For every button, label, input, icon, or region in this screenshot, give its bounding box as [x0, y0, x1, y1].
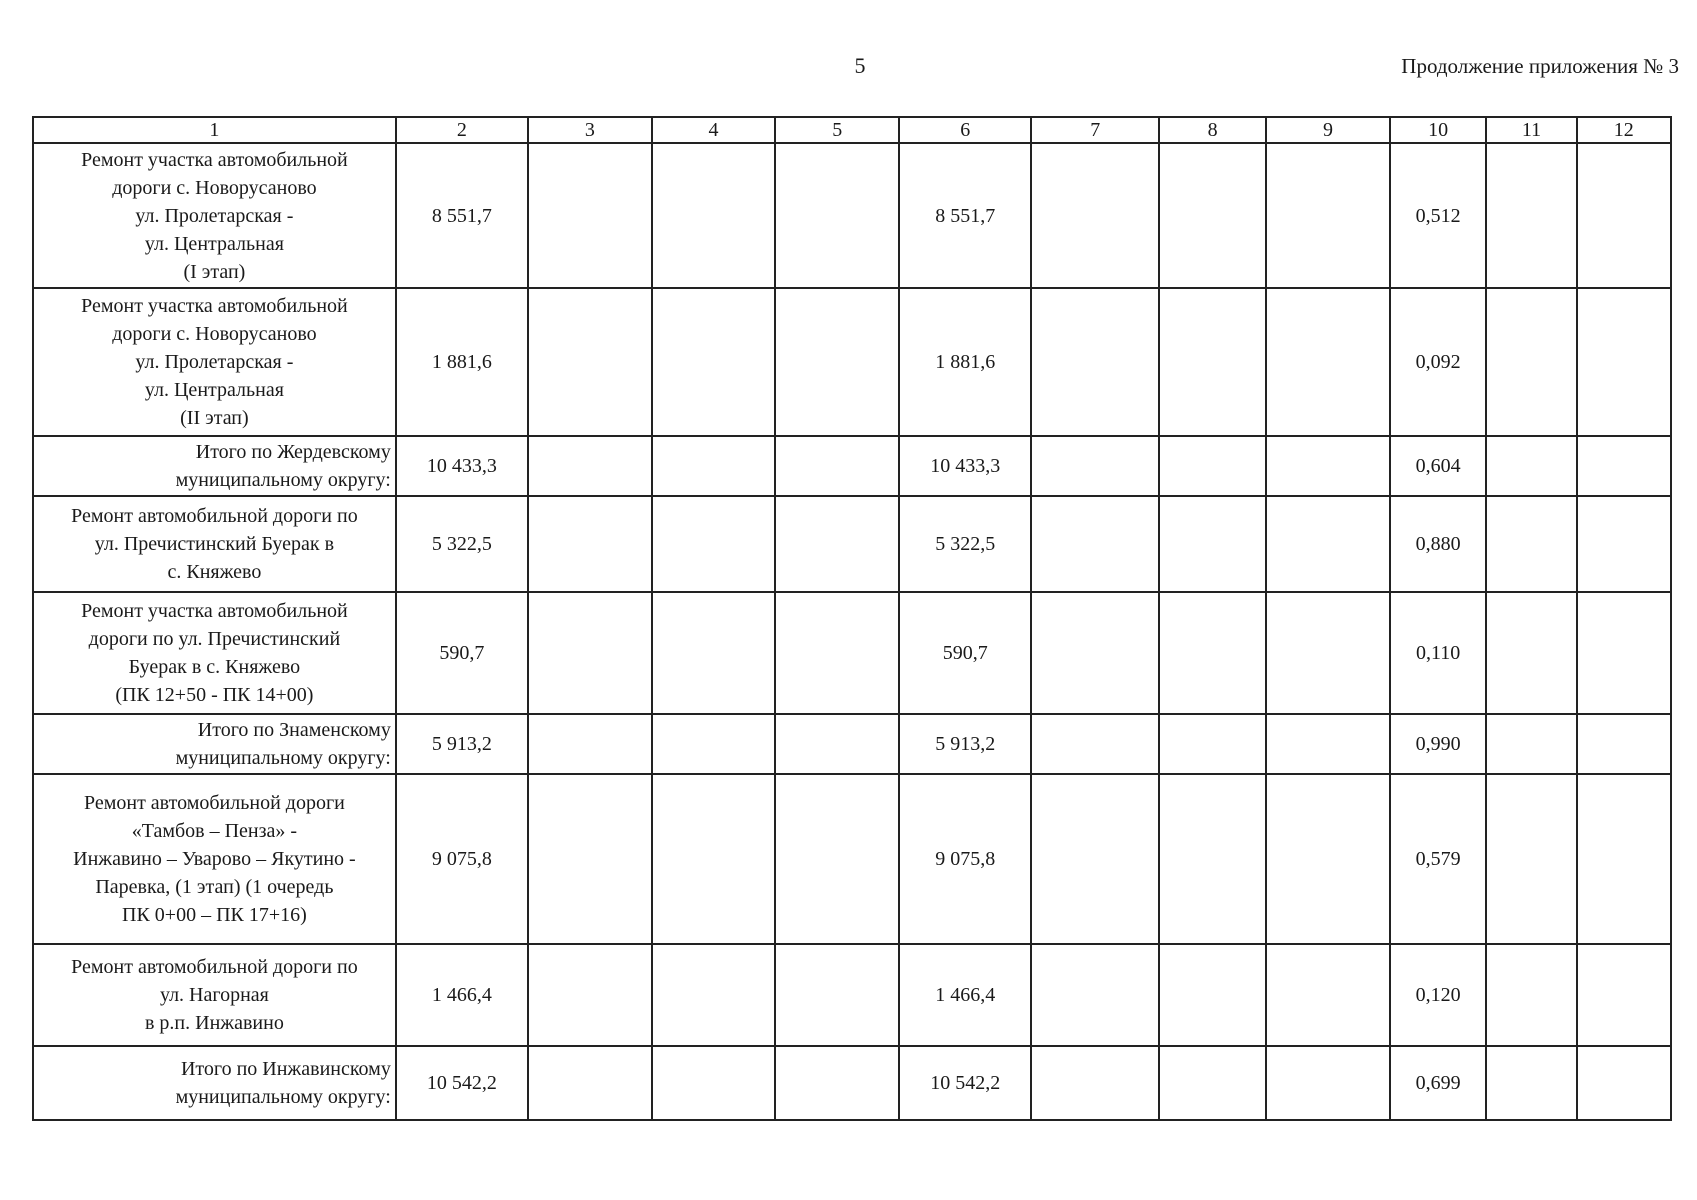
total-row	[33, 1046, 1671, 1120]
empty-cell	[1159, 944, 1266, 1046]
page-number: 5	[854, 53, 866, 78]
empty-cell	[1486, 288, 1576, 436]
column-number: 9	[1266, 117, 1390, 143]
cost-cell-col6: 590,7	[899, 592, 1031, 714]
empty-cell	[1159, 288, 1266, 436]
empty-cell	[1577, 496, 1671, 592]
road-work-description: Ремонт автомобильной дороги по ул. Нагорная в р.п. Инжавино	[33, 944, 396, 1046]
cost-total-cell: 5 913,2	[396, 714, 528, 774]
empty-cell	[1577, 714, 1671, 774]
cost-total-cell: 1 881,6	[396, 288, 528, 436]
empty-cell	[1031, 496, 1159, 592]
empty-cell	[528, 944, 652, 1046]
empty-cell	[775, 288, 899, 436]
empty-cell	[1486, 143, 1576, 288]
table-row	[33, 496, 1671, 592]
empty-cell	[1486, 1046, 1576, 1120]
table-row	[33, 944, 1671, 1046]
empty-cell	[652, 592, 776, 714]
empty-cell	[652, 496, 776, 592]
empty-cell	[1031, 143, 1159, 288]
length-km-cell: 0,699	[1390, 1046, 1486, 1120]
cost-cell-col6: 10 542,2	[899, 1046, 1031, 1120]
empty-cell	[1577, 143, 1671, 288]
district-total-label: Итого по Инжавинскому муниципальному округу:	[33, 1046, 396, 1120]
empty-cell	[1159, 496, 1266, 592]
empty-cell	[1031, 774, 1159, 944]
empty-cell	[1031, 592, 1159, 714]
empty-cell	[1486, 436, 1576, 496]
empty-cell	[528, 436, 652, 496]
column-number: 5	[775, 117, 899, 143]
empty-cell	[1486, 774, 1576, 944]
empty-cell	[775, 592, 899, 714]
table-row	[33, 288, 1671, 436]
empty-cell	[775, 714, 899, 774]
empty-cell	[652, 714, 776, 774]
empty-cell	[1031, 436, 1159, 496]
empty-cell	[1266, 714, 1390, 774]
column-number: 3	[528, 117, 652, 143]
column-number: 7	[1031, 117, 1159, 143]
cost-cell-col6: 10 433,3	[899, 436, 1031, 496]
length-km-cell: 0,880	[1390, 496, 1486, 592]
empty-cell	[775, 1046, 899, 1120]
empty-cell	[652, 288, 776, 436]
table-row	[33, 143, 1671, 288]
length-km-cell: 0,990	[1390, 714, 1486, 774]
empty-cell	[528, 288, 652, 436]
empty-cell	[1266, 592, 1390, 714]
empty-cell	[1031, 714, 1159, 774]
appendix-table	[32, 116, 1672, 1121]
empty-cell	[1266, 1046, 1390, 1120]
cost-cell-col6: 8 551,7	[899, 143, 1031, 288]
empty-cell	[1159, 143, 1266, 288]
empty-cell	[1266, 288, 1390, 436]
length-km-cell: 0,604	[1390, 436, 1486, 496]
empty-cell	[1486, 496, 1576, 592]
cost-total-cell: 10 542,2	[396, 1046, 528, 1120]
empty-cell	[528, 1046, 652, 1120]
column-number: 8	[1159, 117, 1266, 143]
empty-cell	[1486, 944, 1576, 1046]
cost-cell-col6: 1 466,4	[899, 944, 1031, 1046]
empty-cell	[1486, 592, 1576, 714]
empty-cell	[528, 592, 652, 714]
total-row	[33, 436, 1671, 496]
cost-cell-col6: 1 881,6	[899, 288, 1031, 436]
cost-total-cell: 9 075,8	[396, 774, 528, 944]
column-number: 2	[396, 117, 528, 143]
road-work-description: Ремонт автомобильной дороги по ул. Пречистинский Буерак в с. Княжево	[33, 496, 396, 592]
empty-cell	[1031, 1046, 1159, 1120]
empty-cell	[1159, 774, 1266, 944]
road-work-description: Ремонт участка автомобильной дороги по ул. Пречистинский Буерак в с. Княжево (ПК 12+50 - ПК 14+00)	[33, 592, 396, 714]
empty-cell	[775, 774, 899, 944]
district-total-label: Итого по Знаменскому муниципальному округу:	[33, 714, 396, 774]
continuation-note: Продолжение приложения № 3	[1401, 54, 1679, 78]
column-number-row	[33, 117, 1671, 143]
cost-cell-col6: 5 913,2	[899, 714, 1031, 774]
empty-cell	[1266, 143, 1390, 288]
empty-cell	[652, 1046, 776, 1120]
column-number: 4	[652, 117, 776, 143]
empty-cell	[775, 496, 899, 592]
length-km-cell: 0,120	[1390, 944, 1486, 1046]
empty-cell	[1577, 592, 1671, 714]
empty-cell	[1577, 774, 1671, 944]
cost-total-cell: 5 322,5	[396, 496, 528, 592]
district-total-label: Итого по Жердевскому муниципальному округу:	[33, 436, 396, 496]
column-number: 6	[899, 117, 1031, 143]
empty-cell	[1031, 288, 1159, 436]
column-number: 1	[33, 117, 396, 143]
empty-cell	[652, 143, 776, 288]
column-number: 12	[1577, 117, 1671, 143]
empty-cell	[775, 436, 899, 496]
empty-cell	[528, 774, 652, 944]
empty-cell	[1159, 436, 1266, 496]
cost-total-cell: 10 433,3	[396, 436, 528, 496]
cost-total-cell: 8 551,7	[396, 143, 528, 288]
empty-cell	[528, 496, 652, 592]
empty-cell	[652, 944, 776, 1046]
empty-cell	[1031, 944, 1159, 1046]
empty-cell	[1266, 944, 1390, 1046]
column-number: 10	[1390, 117, 1486, 143]
length-km-cell: 0,579	[1390, 774, 1486, 944]
empty-cell	[652, 774, 776, 944]
cost-cell-col6: 5 322,5	[899, 496, 1031, 592]
empty-cell	[1577, 288, 1671, 436]
empty-cell	[1266, 496, 1390, 592]
cost-total-cell: 1 466,4	[396, 944, 528, 1046]
empty-cell	[1486, 714, 1576, 774]
empty-cell	[1159, 714, 1266, 774]
table-row	[33, 774, 1671, 944]
column-number: 11	[1486, 117, 1576, 143]
road-work-description: Ремонт участка автомобильной дороги с. Новорусаново ул. Пролетарская - ул. Центральная (I этап)	[33, 143, 396, 288]
empty-cell	[528, 714, 652, 774]
empty-cell	[528, 143, 652, 288]
length-km-cell: 0,110	[1390, 592, 1486, 714]
cost-cell-col6: 9 075,8	[899, 774, 1031, 944]
empty-cell	[775, 944, 899, 1046]
total-row	[33, 714, 1671, 774]
road-work-description: Ремонт автомобильной дороги «Тамбов – Пенза» - Инжавино – Уварово – Якутино - Паревка, (1 этап) (1 очередь ПК 0+00 – ПК 17+16)	[33, 774, 396, 944]
empty-cell	[1159, 1046, 1266, 1120]
empty-cell	[1577, 1046, 1671, 1120]
cost-total-cell: 590,7	[396, 592, 528, 714]
table-row	[33, 592, 1671, 714]
empty-cell	[1266, 436, 1390, 496]
empty-cell	[1577, 944, 1671, 1046]
empty-cell	[775, 143, 899, 288]
length-km-cell: 0,092	[1390, 288, 1486, 436]
road-work-description: Ремонт участка автомобильной дороги с. Новорусаново ул. Пролетарская - ул. Центральная (II этап)	[33, 288, 396, 436]
empty-cell	[1159, 592, 1266, 714]
empty-cell	[1266, 774, 1390, 944]
empty-cell	[652, 436, 776, 496]
length-km-cell: 0,512	[1390, 143, 1486, 288]
empty-cell	[1577, 436, 1671, 496]
